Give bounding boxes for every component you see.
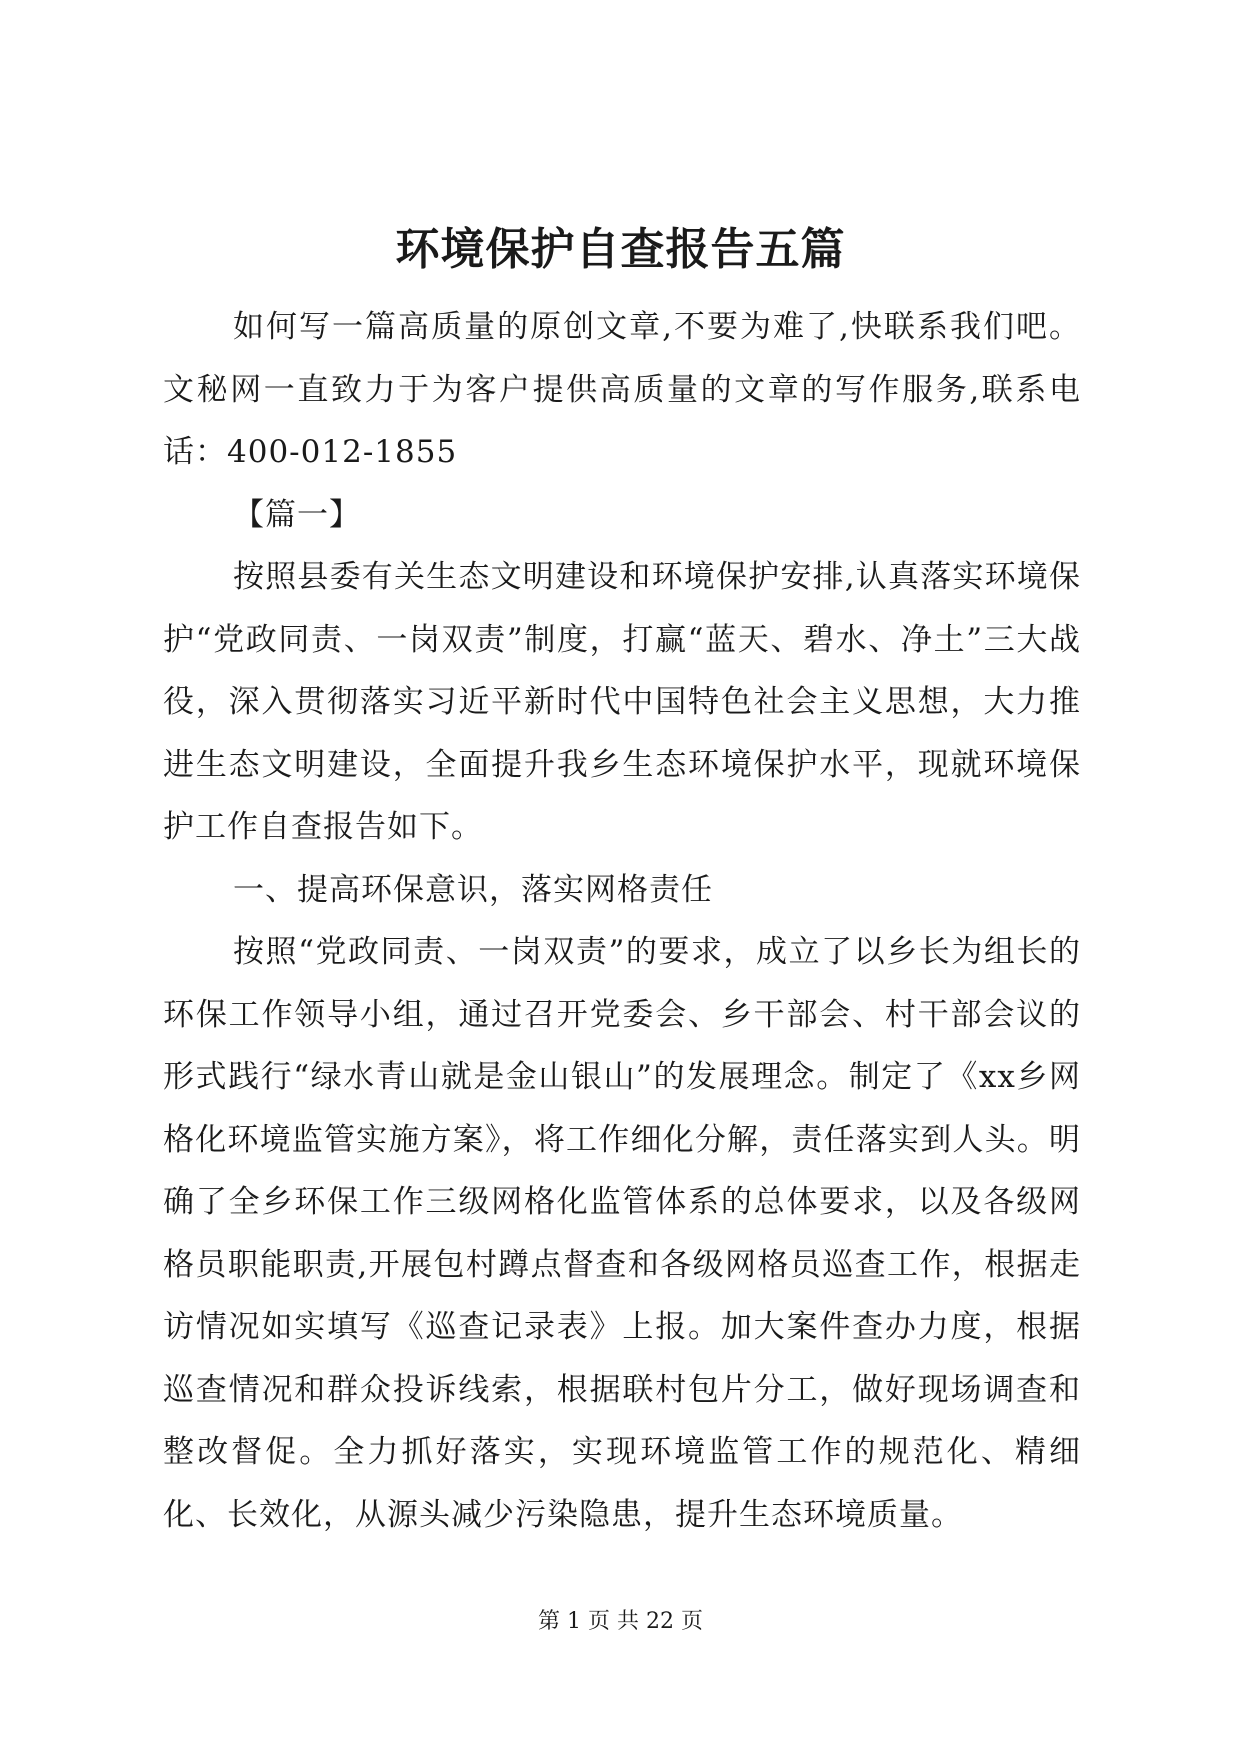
page-number-footer: 第 1 页 共 22 页 <box>538 1609 703 1634</box>
subheading-paragraph: 一、提高环保意识，落实网格责任 <box>233 871 713 908</box>
body-paragraph: 按照县委有关生态文明建设和环境保护安排,认真落实环境保护“党政同责、一岗双责”制度，打赢“蓝天、碧水、净土”三大战役，深入贯彻落实习近平新时代中国特色社会主义思想，大力推进生态文明建设，全面提升我乡生态环境保护水平，现就环境保护工作自查报告如下。 <box>163 559 1081 845</box>
document-title: 环境保护自查报告五篇 <box>395 224 846 275</box>
body-paragraph: 按照“党政同责、一岗双责”的要求，成立了以乡长为组长的环保工作领导小组，通过召开党委会、乡干部会、村干部会议的形式践行“绿水青山就是金山银山”的发展理念。制定了《xx乡网格化环境监管实施方案》，将工作细化分解，责任落实到人头。明确了全乡环保工作三级网格化监管体系的总体要求，以及各级网格员职能职责,开展包村蹲点督查和各级网格员巡查工作，根据走访情况如实填写《巡查记录表》上报。加大案件查办力度，根据巡查情况和群众投诉线索，根据联村包片分工，做好现场调查和整改督促。全力抓好落实，实现环境监管工作的规范化、精细化、长效化，从源头减少污染隐患，提升生态环境质量。 <box>163 934 1081 1533</box>
intro-paragraph: 如何写一篇高质量的原创文章,不要为难了,快联系我们吧。文秘网一直致力于为客户提供高质量的文章的写作服务,联系电话：400-012-1855 <box>163 309 1081 470</box>
document-body <box>163 296 1081 1546</box>
section-heading-part-one: 【篇一】 <box>233 496 361 533</box>
